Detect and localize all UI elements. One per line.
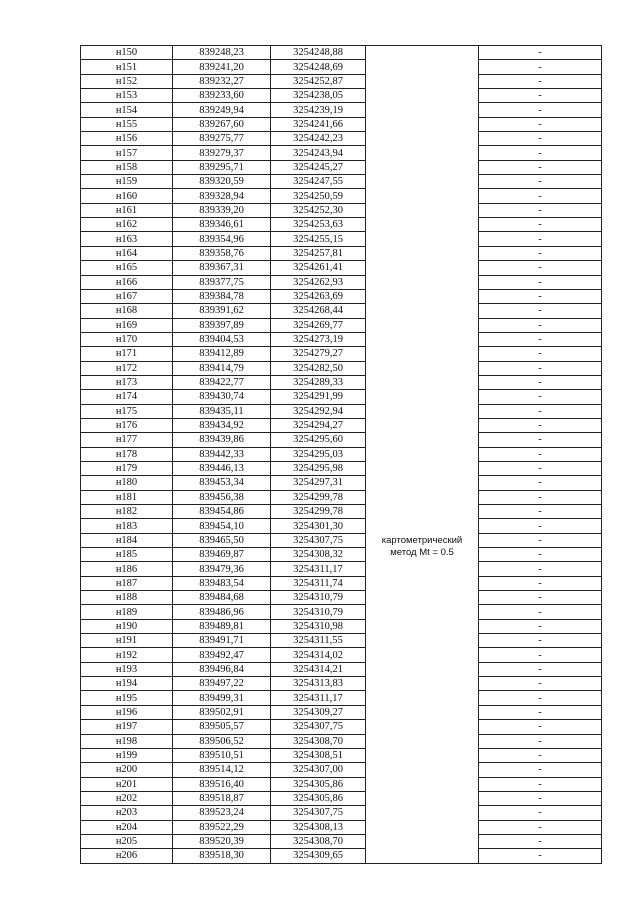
point-id-cell: н182	[81, 505, 173, 519]
notes-cell: -	[479, 820, 602, 834]
notes-cell: -	[479, 74, 602, 88]
y-coordinate-cell: 3254297,31	[271, 476, 366, 490]
x-coordinate-cell: 839377,75	[173, 275, 271, 289]
notes-cell: -	[479, 117, 602, 131]
table-row	[81, 605, 602, 619]
y-coordinate-cell: 3254310,79	[271, 591, 366, 605]
table-row	[81, 834, 602, 848]
notes-cell: -	[479, 203, 602, 217]
x-coordinate-cell: 839233,60	[173, 89, 271, 103]
y-coordinate-cell: 3254273,19	[271, 332, 366, 346]
point-id-cell: н195	[81, 691, 173, 705]
y-coordinate-cell: 3254305,86	[271, 791, 366, 805]
y-coordinate-cell: 3254307,75	[271, 806, 366, 820]
point-id-cell: н151	[81, 60, 173, 74]
y-coordinate-cell: 3254245,27	[271, 160, 366, 174]
y-coordinate-cell: 3254242,23	[271, 132, 366, 146]
x-coordinate-cell: 839469,87	[173, 548, 271, 562]
point-id-cell: н153	[81, 89, 173, 103]
point-id-cell: н155	[81, 117, 173, 131]
point-id-cell: н168	[81, 304, 173, 318]
notes-cell: -	[479, 806, 602, 820]
x-coordinate-cell: 839295,71	[173, 160, 271, 174]
notes-cell: -	[479, 375, 602, 389]
y-coordinate-cell: 3254291,99	[271, 390, 366, 404]
table-row	[81, 533, 602, 547]
y-coordinate-cell: 3254295,03	[271, 447, 366, 461]
y-coordinate-cell: 3254311,74	[271, 576, 366, 590]
y-coordinate-cell: 3254268,44	[271, 304, 366, 318]
table-row	[81, 849, 602, 863]
notes-cell: -	[479, 505, 602, 519]
point-id-cell: н191	[81, 634, 173, 648]
y-coordinate-cell: 3254308,70	[271, 734, 366, 748]
point-id-cell: н166	[81, 275, 173, 289]
y-coordinate-cell: 3254314,02	[271, 648, 366, 662]
table-row	[81, 634, 602, 648]
table-row	[81, 74, 602, 88]
x-coordinate-cell: 839354,96	[173, 232, 271, 246]
table-row	[81, 361, 602, 375]
table-row	[81, 748, 602, 762]
x-coordinate-cell: 839279,37	[173, 146, 271, 160]
table-row	[81, 232, 602, 246]
y-coordinate-cell: 3254238,05	[271, 89, 366, 103]
x-coordinate-cell: 839358,76	[173, 246, 271, 260]
y-coordinate-cell: 3254299,78	[271, 490, 366, 504]
table-row	[81, 505, 602, 519]
point-id-cell: н174	[81, 390, 173, 404]
y-coordinate-cell: 3254248,88	[271, 46, 366, 60]
x-coordinate-cell: 839506,52	[173, 734, 271, 748]
table-row	[81, 332, 602, 346]
notes-cell: -	[479, 361, 602, 375]
notes-cell: -	[479, 347, 602, 361]
x-coordinate-cell: 839486,96	[173, 605, 271, 619]
x-coordinate-cell: 839232,27	[173, 74, 271, 88]
x-coordinate-cell: 839502,91	[173, 705, 271, 719]
point-id-cell: н196	[81, 705, 173, 719]
x-coordinate-cell: 839367,31	[173, 261, 271, 275]
point-id-cell: н171	[81, 347, 173, 361]
table-row	[81, 60, 602, 74]
table-row	[81, 390, 602, 404]
point-id-cell: н193	[81, 662, 173, 676]
x-coordinate-cell: 839483,54	[173, 576, 271, 590]
point-id-cell: н200	[81, 763, 173, 777]
x-coordinate-cell: 839339,20	[173, 203, 271, 217]
notes-cell: -	[479, 390, 602, 404]
x-coordinate-cell: 839516,40	[173, 777, 271, 791]
notes-cell: -	[479, 720, 602, 734]
x-coordinate-cell: 839320,59	[173, 175, 271, 189]
x-coordinate-cell: 839523,24	[173, 806, 271, 820]
y-coordinate-cell: 3254241,66	[271, 117, 366, 131]
notes-cell: -	[479, 89, 602, 103]
y-coordinate-cell: 3254253,63	[271, 218, 366, 232]
x-coordinate-cell: 839453,34	[173, 476, 271, 490]
point-id-cell: н199	[81, 748, 173, 762]
point-id-cell: н187	[81, 576, 173, 590]
table-row	[81, 591, 602, 605]
table-row	[81, 490, 602, 504]
coordinates-table-body	[81, 46, 602, 864]
y-coordinate-cell: 3254282,50	[271, 361, 366, 375]
notes-cell: -	[479, 748, 602, 762]
x-coordinate-cell: 839435,11	[173, 404, 271, 418]
method-name: картометрический	[381, 535, 463, 547]
table-row	[81, 619, 602, 633]
notes-cell: -	[479, 418, 602, 432]
table-row	[81, 662, 602, 676]
x-coordinate-cell: 839404,53	[173, 332, 271, 346]
table-row	[81, 548, 602, 562]
point-id-cell: н189	[81, 605, 173, 619]
x-coordinate-cell: 839391,62	[173, 304, 271, 318]
point-id-cell: н178	[81, 447, 173, 461]
point-id-cell: н184	[81, 533, 173, 547]
table-row	[81, 461, 602, 475]
y-coordinate-cell: 3254279,27	[271, 347, 366, 361]
notes-cell: -	[479, 791, 602, 805]
y-coordinate-cell: 3254307,00	[271, 763, 366, 777]
notes-cell: -	[479, 447, 602, 461]
y-coordinate-cell: 3254250,59	[271, 189, 366, 203]
point-id-cell: н150	[81, 46, 173, 60]
x-coordinate-cell: 839510,51	[173, 748, 271, 762]
notes-cell: -	[479, 261, 602, 275]
table-row	[81, 132, 602, 146]
y-coordinate-cell: 3254252,30	[271, 203, 366, 217]
y-coordinate-cell: 3254263,69	[271, 289, 366, 303]
table-row	[81, 763, 602, 777]
point-id-cell: н206	[81, 849, 173, 863]
y-coordinate-cell: 3254261,41	[271, 261, 366, 275]
x-coordinate-cell: 839514,12	[173, 763, 271, 777]
method-cell-empty	[366, 46, 479, 232]
notes-cell: -	[479, 533, 602, 547]
table-row	[81, 261, 602, 275]
point-id-cell: н158	[81, 160, 173, 174]
x-coordinate-cell: 839454,86	[173, 505, 271, 519]
notes-cell: -	[479, 648, 602, 662]
table-row	[81, 203, 602, 217]
table-row	[81, 720, 602, 734]
point-id-cell: н190	[81, 619, 173, 633]
table-row	[81, 89, 602, 103]
table-row	[81, 375, 602, 389]
y-coordinate-cell: 3254308,13	[271, 820, 366, 834]
notes-cell: -	[479, 404, 602, 418]
y-coordinate-cell: 3254295,98	[271, 461, 366, 475]
point-id-cell: н188	[81, 591, 173, 605]
x-coordinate-cell: 839489,81	[173, 619, 271, 633]
notes-cell: -	[479, 132, 602, 146]
notes-cell: -	[479, 562, 602, 576]
point-id-cell: н201	[81, 777, 173, 791]
notes-cell: -	[479, 60, 602, 74]
point-id-cell: н198	[81, 734, 173, 748]
y-coordinate-cell: 3254255,15	[271, 232, 366, 246]
y-coordinate-cell: 3254311,17	[271, 691, 366, 705]
y-coordinate-cell: 3254269,77	[271, 318, 366, 332]
table-row	[81, 347, 602, 361]
notes-cell: -	[479, 519, 602, 533]
table-row	[81, 318, 602, 332]
point-id-cell: н172	[81, 361, 173, 375]
y-coordinate-cell: 3254309,65	[271, 849, 366, 863]
table-row	[81, 447, 602, 461]
notes-cell: -	[479, 304, 602, 318]
x-coordinate-cell: 839248,23	[173, 46, 271, 60]
point-id-cell: н162	[81, 218, 173, 232]
point-id-cell: н164	[81, 246, 173, 260]
point-id-cell: н185	[81, 548, 173, 562]
notes-cell: -	[479, 246, 602, 260]
table-row	[81, 189, 602, 203]
table-row	[81, 404, 602, 418]
notes-cell: -	[479, 232, 602, 246]
x-coordinate-cell: 839328,94	[173, 189, 271, 203]
table-row	[81, 246, 602, 260]
point-id-cell: н167	[81, 289, 173, 303]
notes-cell: -	[479, 146, 602, 160]
notes-cell: -	[479, 461, 602, 475]
point-id-cell: н202	[81, 791, 173, 805]
point-id-cell: н160	[81, 189, 173, 203]
y-coordinate-cell: 3254295,60	[271, 433, 366, 447]
x-coordinate-cell: 839492,47	[173, 648, 271, 662]
y-coordinate-cell: 3254310,98	[271, 619, 366, 633]
table-row	[81, 146, 602, 160]
table-row	[81, 304, 602, 318]
x-coordinate-cell: 839456,38	[173, 490, 271, 504]
notes-cell: -	[479, 591, 602, 605]
y-coordinate-cell: 3254309,27	[271, 705, 366, 719]
notes-cell: -	[479, 849, 602, 863]
x-coordinate-cell: 839412,89	[173, 347, 271, 361]
table-row	[81, 275, 602, 289]
notes-cell: -	[479, 777, 602, 791]
point-id-cell: н180	[81, 476, 173, 490]
y-coordinate-cell: 3254305,86	[271, 777, 366, 791]
y-coordinate-cell: 3254311,55	[271, 634, 366, 648]
y-coordinate-cell: 3254308,70	[271, 834, 366, 848]
y-coordinate-cell: 3254239,19	[271, 103, 366, 117]
table-row	[81, 289, 602, 303]
x-coordinate-cell: 839479,36	[173, 562, 271, 576]
y-coordinate-cell: 3254257,81	[271, 246, 366, 260]
point-id-cell: н169	[81, 318, 173, 332]
y-coordinate-cell: 3254243,94	[271, 146, 366, 160]
table-row	[81, 433, 602, 447]
notes-cell: -	[479, 476, 602, 490]
x-coordinate-cell: 839454,10	[173, 519, 271, 533]
table-row	[81, 117, 602, 131]
notes-cell: -	[479, 705, 602, 719]
y-coordinate-cell: 3254314,21	[271, 662, 366, 676]
y-coordinate-cell: 3254308,51	[271, 748, 366, 762]
table-row	[81, 576, 602, 590]
point-id-cell: н165	[81, 261, 173, 275]
y-coordinate-cell: 3254313,83	[271, 677, 366, 691]
notes-cell: -	[479, 275, 602, 289]
point-id-cell: н205	[81, 834, 173, 848]
table-row	[81, 734, 602, 748]
x-coordinate-cell: 839275,77	[173, 132, 271, 146]
notes-cell: -	[479, 662, 602, 676]
y-coordinate-cell: 3254308,32	[271, 548, 366, 562]
y-coordinate-cell: 3254310,79	[271, 605, 366, 619]
notes-cell: -	[479, 677, 602, 691]
point-id-cell: н163	[81, 232, 173, 246]
method-cell	[366, 232, 479, 863]
table-row	[81, 705, 602, 719]
table-row	[81, 519, 602, 533]
notes-cell: -	[479, 734, 602, 748]
notes-cell: -	[479, 634, 602, 648]
point-id-cell: н152	[81, 74, 173, 88]
y-coordinate-cell: 3254292,94	[271, 404, 366, 418]
point-id-cell: н183	[81, 519, 173, 533]
point-id-cell: н159	[81, 175, 173, 189]
table-row	[81, 677, 602, 691]
x-coordinate-cell: 839491,71	[173, 634, 271, 648]
table-row	[81, 103, 602, 117]
notes-cell: -	[479, 218, 602, 232]
x-coordinate-cell: 839397,89	[173, 318, 271, 332]
point-id-cell: н194	[81, 677, 173, 691]
x-coordinate-cell: 839484,68	[173, 591, 271, 605]
point-id-cell: н176	[81, 418, 173, 432]
x-coordinate-cell: 839465,50	[173, 533, 271, 547]
x-coordinate-cell: 839522,29	[173, 820, 271, 834]
x-coordinate-cell: 839414,79	[173, 361, 271, 375]
y-coordinate-cell: 3254311,17	[271, 562, 366, 576]
table-row	[81, 218, 602, 232]
point-id-cell: н154	[81, 103, 173, 117]
notes-cell: -	[479, 318, 602, 332]
point-id-cell: н173	[81, 375, 173, 389]
table-row	[81, 691, 602, 705]
point-id-cell: н177	[81, 433, 173, 447]
coordinates-table	[80, 45, 602, 864]
x-coordinate-cell: 839384,78	[173, 289, 271, 303]
table-row	[81, 175, 602, 189]
x-coordinate-cell: 839439,86	[173, 433, 271, 447]
table-row	[81, 418, 602, 432]
x-coordinate-cell: 839434,92	[173, 418, 271, 432]
notes-cell: -	[479, 834, 602, 848]
notes-cell: -	[479, 763, 602, 777]
notes-cell: -	[479, 576, 602, 590]
point-id-cell: н192	[81, 648, 173, 662]
notes-cell: -	[479, 160, 602, 174]
y-coordinate-cell: 3254299,78	[271, 505, 366, 519]
point-id-cell: н204	[81, 820, 173, 834]
y-coordinate-cell: 3254248,69	[271, 60, 366, 74]
point-id-cell: н157	[81, 146, 173, 160]
x-coordinate-cell: 839446,13	[173, 461, 271, 475]
table-row	[81, 791, 602, 805]
x-coordinate-cell: 839518,87	[173, 791, 271, 805]
point-id-cell: н156	[81, 132, 173, 146]
x-coordinate-cell: 839422,77	[173, 375, 271, 389]
notes-cell: -	[479, 175, 602, 189]
table-row	[81, 562, 602, 576]
y-coordinate-cell: 3254289,33	[271, 375, 366, 389]
point-id-cell: н186	[81, 562, 173, 576]
notes-cell: -	[479, 619, 602, 633]
x-coordinate-cell: 839496,84	[173, 662, 271, 676]
notes-cell: -	[479, 490, 602, 504]
y-coordinate-cell: 3254301,30	[271, 519, 366, 533]
point-id-cell: н161	[81, 203, 173, 217]
point-id-cell: н203	[81, 806, 173, 820]
notes-cell: -	[479, 691, 602, 705]
notes-cell: -	[479, 605, 602, 619]
table-row	[81, 648, 602, 662]
y-coordinate-cell: 3254252,87	[271, 74, 366, 88]
y-coordinate-cell: 3254307,75	[271, 720, 366, 734]
point-id-cell: н197	[81, 720, 173, 734]
notes-cell: -	[479, 46, 602, 60]
point-id-cell: н170	[81, 332, 173, 346]
table-row	[81, 160, 602, 174]
y-coordinate-cell: 3254307,75	[271, 533, 366, 547]
x-coordinate-cell: 839518,30	[173, 849, 271, 863]
point-id-cell: н175	[81, 404, 173, 418]
point-id-cell: н179	[81, 461, 173, 475]
x-coordinate-cell: 839267,60	[173, 117, 271, 131]
notes-cell: -	[479, 332, 602, 346]
x-coordinate-cell: 839249,94	[173, 103, 271, 117]
y-coordinate-cell: 3254262,93	[271, 275, 366, 289]
x-coordinate-cell: 839499,31	[173, 691, 271, 705]
point-id-cell: н181	[81, 490, 173, 504]
table-row	[81, 476, 602, 490]
y-coordinate-cell: 3254247,55	[271, 175, 366, 189]
x-coordinate-cell: 839241,20	[173, 60, 271, 74]
notes-cell: -	[479, 289, 602, 303]
x-coordinate-cell: 839346,61	[173, 218, 271, 232]
x-coordinate-cell: 839505,57	[173, 720, 271, 734]
x-coordinate-cell: 839430,74	[173, 390, 271, 404]
notes-cell: -	[479, 103, 602, 117]
table-row	[81, 46, 602, 60]
x-coordinate-cell: 839520,39	[173, 834, 271, 848]
notes-cell: -	[479, 548, 602, 562]
table-row	[81, 777, 602, 791]
notes-cell: -	[479, 433, 602, 447]
x-coordinate-cell: 839497,22	[173, 677, 271, 691]
notes-cell: -	[479, 189, 602, 203]
x-coordinate-cell: 839442,33	[173, 447, 271, 461]
table-row	[81, 820, 602, 834]
method-accuracy: метод Mt = 0.5	[390, 547, 454, 559]
y-coordinate-cell: 3254294,27	[271, 418, 366, 432]
table-row	[81, 806, 602, 820]
